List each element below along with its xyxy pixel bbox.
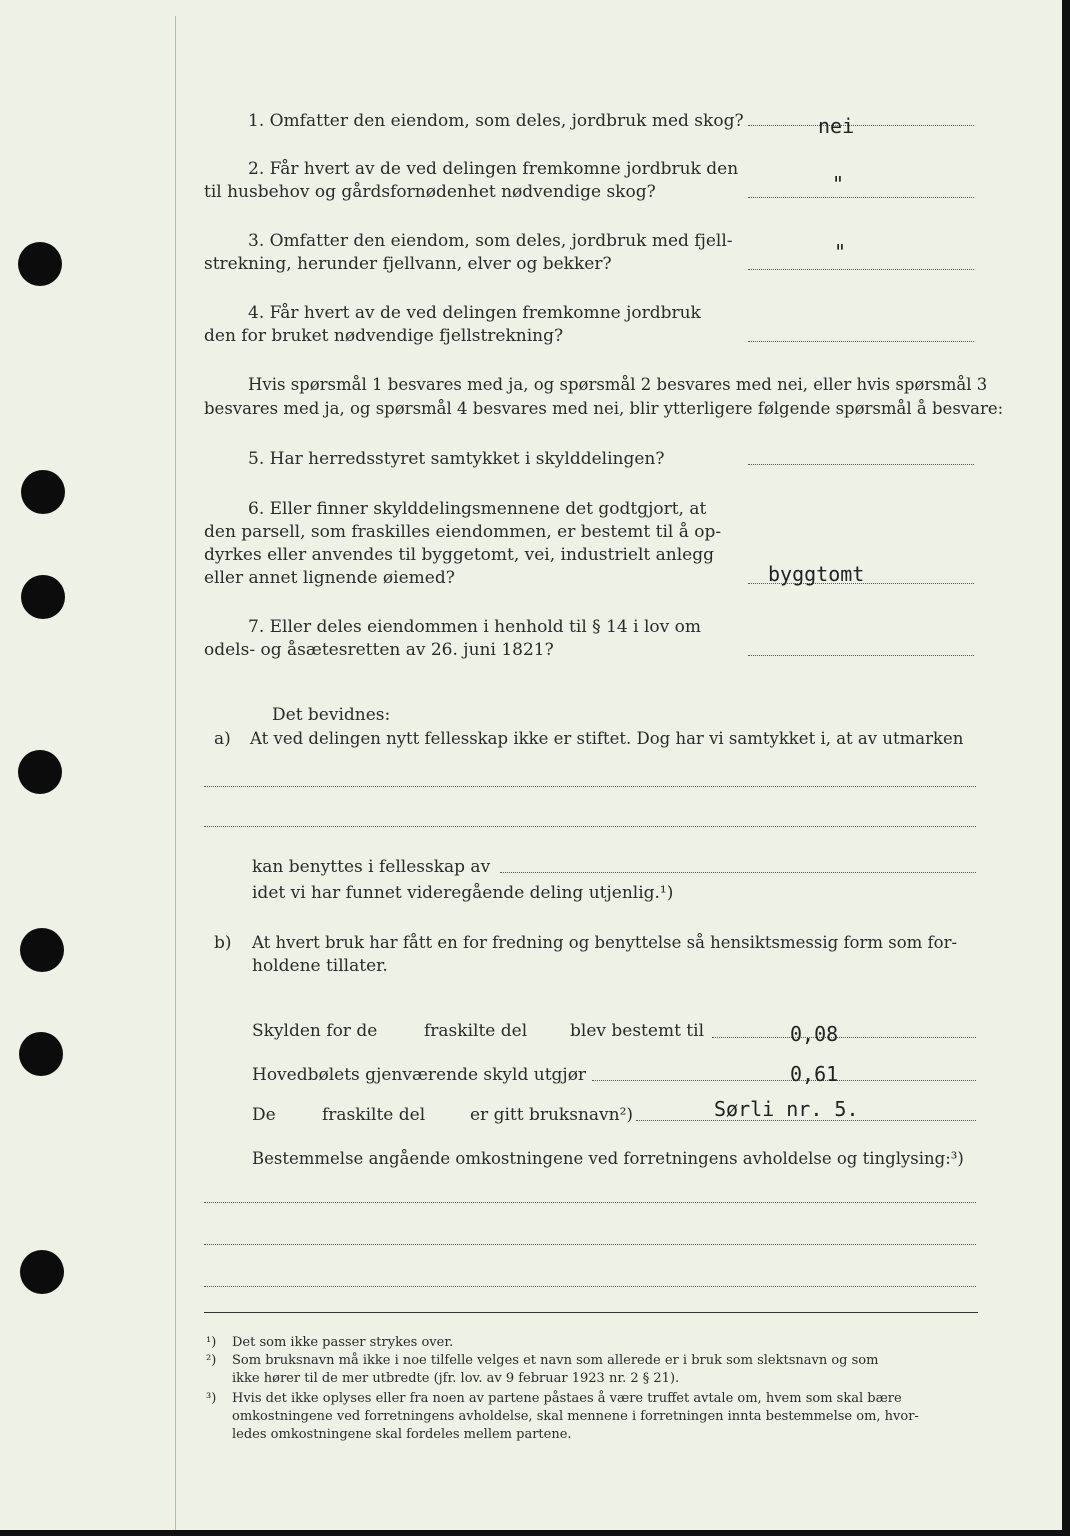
- punch-hole-icon: [20, 928, 64, 972]
- footnote-3-marker: ³): [206, 1391, 217, 1406]
- punch-hole-icon: [19, 1032, 63, 1076]
- answer-line-5: [748, 464, 974, 465]
- hovedbol-label: Hovedbølets gjenværende skyld utgjør: [252, 1065, 587, 1085]
- blank-line: [204, 826, 976, 827]
- skyld-fraskilt-value: 0,08: [790, 1022, 839, 1046]
- condition-line-1: Hvis spørsmål 1 besvares med ja, og spørsmål 2 besvares med nei, eller hvis spørsmål 3: [248, 375, 988, 394]
- skyld-label-3: blev bestemt til: [570, 1021, 705, 1041]
- question-6-line-1: 6. Eller finner skylddelingsmennene det godtgjort, at: [248, 499, 707, 519]
- de-label: De: [252, 1105, 276, 1125]
- skyld-label-2: fraskilte del: [424, 1021, 528, 1041]
- question-3-line-2: strekning, herunder fjellvann, elver og bekker?: [204, 254, 612, 274]
- footnote-3-line-2: omkostningene ved forretningens avholdelse, skal mennene i forretningen innta bestemmelse om, hvor-: [232, 1409, 919, 1424]
- fraskilte-label: fraskilte del: [322, 1105, 426, 1125]
- footnote-2-line-2: ikke hører til de mer utbredte (jfr. lov. av 9 februar 1923 nr. 2 § 21).: [232, 1371, 680, 1386]
- attest-b-line-2: holdene tillater.: [252, 956, 388, 976]
- question-7-line-2: odels- og åsætesretten av 26. juni 1821?: [204, 640, 554, 660]
- question-2-line-2: til husbehov og gårdsfornødenhet nødvendige skog?: [204, 182, 656, 202]
- punch-hole-icon: [21, 575, 65, 619]
- attest-b-marker: b): [214, 933, 232, 953]
- blank-line: [204, 1244, 976, 1245]
- footnote-3-line-3: ledes omkostningene skal fordeles mellem partene.: [232, 1427, 572, 1442]
- footnote-2-line-1: Som bruksnavn må ikke i noe tilfelle velges et navn som allerede er i bruk som slektsnavn og som: [232, 1353, 879, 1368]
- blank-line: [204, 1286, 976, 1287]
- answer-6: byggtomt: [768, 562, 865, 586]
- question-6-line-2: den parsell, som fraskilles eiendommen, er bestemt til å op-: [204, 522, 722, 542]
- answer-1: nei: [818, 114, 855, 138]
- question-6-line-3: dyrkes eller anvendes til byggetomt, vei, industrielt anlegg: [204, 545, 714, 565]
- answer-line-hovedbol: [592, 1080, 976, 1081]
- footnote-1: Det som ikke passer strykes over.: [232, 1335, 454, 1350]
- blank-line: [500, 872, 976, 873]
- punch-hole-icon: [21, 470, 65, 514]
- answer-line-1: [748, 125, 974, 126]
- question-3-line-1: 3. Omfatter den eiendom, som deles, jordbruk med fjell-: [248, 231, 733, 251]
- answer-2: ": [832, 172, 845, 196]
- attest-b-line-1: At hvert bruk har fått en for fredning og benyttelse så hensiktsmessig form som for-: [252, 933, 958, 952]
- blank-line: [204, 786, 976, 787]
- scan-border-bottom: [0, 1530, 1070, 1536]
- question-4-line-1: 4. Får hvert av de ved delingen fremkomne jordbruk: [248, 303, 701, 323]
- bestemmelse-label: Bestemmelse angående omkostningene ved forretningens avholdelse og tinglysing:³): [252, 1149, 964, 1168]
- footnote-3-line-1: Hvis det ikke oplyses eller fra noen av partene påstaes å være truffet avtale om, hvem som skal bære: [232, 1391, 902, 1406]
- question-4-line-2: den for bruket nødvendige fjellstrekning?: [204, 326, 564, 346]
- answer-line-skyld-fraskilt: [712, 1037, 976, 1038]
- question-5: 5. Har herredsstyret samtykket i skylddelingen?: [248, 449, 665, 469]
- attest-a-text: At ved delingen nytt fellesskap ikke er stiftet. Dog har vi samtykket i, at av utmarken: [250, 729, 964, 748]
- answer-3: ": [834, 240, 847, 264]
- bruksnavn-label: er gitt bruksnavn²): [470, 1105, 634, 1125]
- footnote-rule: [204, 1312, 978, 1313]
- idet-text: idet vi har funnet videregående deling utjenlig.¹): [252, 883, 674, 903]
- punch-hole-icon: [20, 1250, 64, 1294]
- question-6-line-4: eller annet lignende øiemed?: [204, 568, 455, 588]
- condition-line-2: besvares med ja, og spørsmål 4 besvares med nei, blir ytterligere følgende spørsmål å besvare:: [204, 399, 1004, 418]
- answer-line-3: [748, 269, 974, 270]
- skyld-hovedbol-value: 0,61: [790, 1062, 839, 1086]
- footnote-1-marker: ¹): [206, 1335, 217, 1350]
- skyld-label-1: Skylden for de: [252, 1021, 378, 1041]
- attest-heading: Det bevidnes:: [272, 705, 391, 725]
- bruksnavn-value: Sørli nr. 5.: [714, 1097, 859, 1121]
- kan-benyttes-label: kan benyttes i fellesskap av: [252, 857, 491, 877]
- punch-hole-icon: [18, 242, 62, 286]
- margin-line: [175, 16, 176, 1530]
- question-2-line-1: 2. Får hvert av de ved delingen fremkomne jordbruk den: [248, 159, 739, 179]
- scan-border-right: [1062, 0, 1070, 1536]
- punch-hole-icon: [18, 750, 62, 794]
- answer-line-4: [748, 341, 974, 342]
- attest-a-marker: a): [214, 729, 231, 749]
- question-7-line-1: 7. Eller deles eiendommen i henhold til § 14 i lov om: [248, 617, 701, 637]
- answer-line-2: [748, 197, 974, 198]
- answer-line-7: [748, 655, 974, 656]
- question-1: 1. Omfatter den eiendom, som deles, jordbruk med skog?: [248, 111, 744, 131]
- footnote-2-marker: ²): [206, 1353, 217, 1368]
- blank-line: [204, 1202, 976, 1203]
